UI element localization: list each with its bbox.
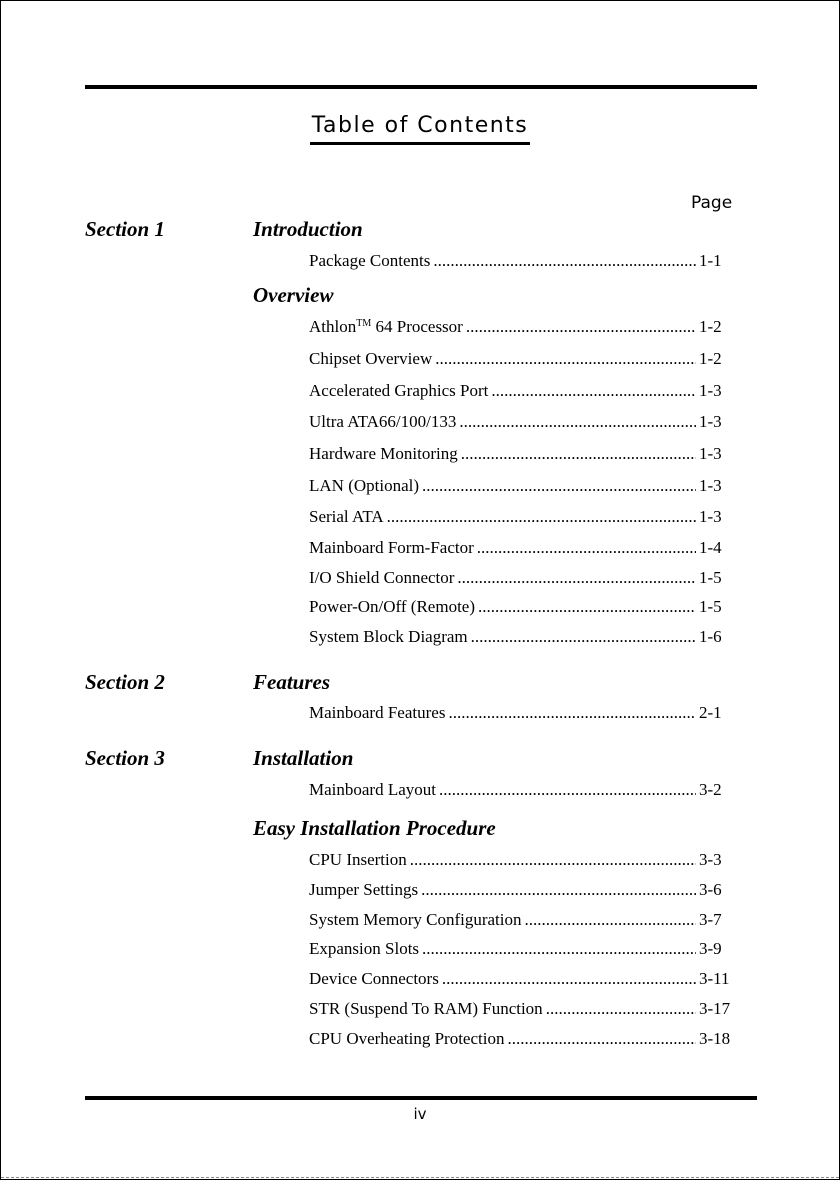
toc-entry[interactable]: [309, 969, 737, 989]
toc-entry[interactable]: [309, 850, 737, 870]
toc-entry-title: Power-On/Off (Remote): [309, 597, 475, 616]
toc-entry[interactable]: [309, 627, 737, 647]
page-title: Table of Contents: [1, 113, 839, 145]
toc-entry-page: 3-9: [699, 939, 722, 958]
toc-entry[interactable]: [309, 568, 737, 588]
toc-entry[interactable]: [309, 349, 737, 369]
toc-entry-page: 1-3: [699, 444, 722, 463]
toc-entry-page: 1-4: [699, 538, 722, 557]
toc-entry-title: System Block Diagram: [309, 627, 468, 646]
leader-dots: [442, 969, 696, 989]
toc-entry-title: Jumper Settings: [309, 880, 419, 899]
toc-entry-page: 1-3: [699, 507, 722, 526]
toc-entry[interactable]: [309, 703, 737, 723]
toc-entry-title: System Memory Configuration: [309, 910, 522, 929]
leader-dots: [478, 597, 696, 617]
toc-entry-page: 1-2: [699, 317, 722, 336]
leader-dots: [457, 568, 696, 588]
toc-entry[interactable]: [309, 412, 737, 432]
page-number: iv: [413, 1105, 427, 1123]
toc-entry-page: 1-3: [699, 381, 722, 400]
leader-dots: [439, 780, 696, 800]
leader-dots: [433, 251, 696, 271]
toc-entry-title: I/O Shield Connector: [309, 568, 455, 587]
toc-entry-title: CPU Insertion: [309, 850, 407, 869]
toc-entry[interactable]: [309, 939, 737, 959]
toc-entry-title: Expansion Slots: [309, 939, 420, 958]
trademark-mark: TM: [356, 318, 372, 329]
leader-dots: [471, 627, 696, 647]
toc-entry[interactable]: [309, 780, 737, 800]
subsection-heading: Easy Installation Procedure: [253, 816, 496, 840]
section-label: Section 3: [85, 746, 165, 770]
toc-entry-page: 1-3: [699, 412, 722, 431]
toc-entry-title: Hardware Monitoring: [309, 444, 458, 463]
top-rule: [85, 85, 757, 89]
section-label: Section 1: [85, 217, 165, 241]
toc-entry-title: Package Contents: [309, 251, 431, 270]
toc-entry-title: Mainboard Form-Factor: [309, 538, 474, 557]
toc-entry-page: 1-5: [699, 597, 722, 616]
toc-entry[interactable]: [309, 317, 737, 340]
subsection-heading: Overview: [253, 283, 334, 307]
toc-entry-title: STR (Suspend To RAM) Function: [309, 999, 543, 1018]
toc-entry-title: Athlon™ 64 Processor: [309, 317, 463, 336]
leader-dots: [524, 910, 696, 930]
toc-entry-title: Serial ATA: [309, 507, 384, 526]
toc-entry-title: Accelerated Graphics Port: [309, 381, 489, 400]
toc-entry[interactable]: [309, 444, 737, 464]
toc-entry-page: 3-2: [699, 780, 722, 799]
toc-entry[interactable]: [309, 381, 737, 401]
toc-entry[interactable]: [309, 910, 737, 930]
toc-entry-page: 1-1: [699, 251, 722, 270]
section-label: Section 2: [85, 670, 165, 694]
leader-dots: [421, 880, 696, 900]
toc-entry-page: 3-6: [699, 880, 722, 899]
toc-entry[interactable]: [309, 251, 737, 271]
leader-dots: [435, 349, 696, 369]
leader-dots: [466, 317, 696, 337]
toc-entry[interactable]: [309, 880, 737, 900]
toc-entry[interactable]: [309, 597, 737, 617]
toc-entry[interactable]: [309, 1029, 737, 1049]
toc-entry-title: Mainboard Features: [309, 703, 446, 722]
section-heading: Installation: [253, 746, 354, 770]
toc-entry-page: 1-3: [699, 476, 722, 495]
bottom-edge-divider: [1, 1177, 839, 1178]
leader-dots: [387, 507, 696, 527]
toc-entry-page: 3-3: [699, 850, 722, 869]
leader-dots: [448, 703, 696, 723]
leader-dots: [422, 939, 696, 959]
toc-entry[interactable]: [309, 538, 737, 558]
toc-entry-title: LAN (Optional): [309, 476, 420, 495]
toc-entry-title: Device Connectors: [309, 969, 439, 988]
leader-dots: [546, 999, 696, 1019]
toc-entry-page: 2-1: [699, 703, 722, 722]
toc-entry-title: Chipset Overview: [309, 349, 433, 368]
bottom-rule: [85, 1096, 757, 1100]
toc-entry-page: 1-2: [699, 349, 722, 368]
toc-entry-title: CPU Overheating Protection: [309, 1029, 505, 1048]
toc-entry-title: Mainboard Layout: [309, 780, 436, 799]
section-heading: Features: [253, 670, 331, 694]
page-column-header: Page: [691, 193, 733, 213]
leader-dots: [507, 1029, 696, 1049]
leader-dots: [477, 538, 696, 558]
toc-entry[interactable]: [309, 999, 737, 1019]
leader-dots: [461, 444, 696, 464]
leader-dots: [491, 381, 696, 401]
section-heading: Introduction: [253, 217, 363, 241]
leader-dots: [459, 412, 696, 432]
toc-entry[interactable]: [309, 476, 737, 496]
toc-entry-page: 3-11: [699, 969, 730, 988]
leader-dots: [410, 850, 696, 870]
toc-entry-page: 3-7: [699, 910, 722, 929]
toc-entry-page: 1-5: [699, 568, 722, 587]
leader-dots: [422, 476, 696, 496]
toc-entry[interactable]: [309, 507, 737, 527]
toc-entry-page: 3-17: [699, 999, 731, 1018]
toc-entry-page: 1-6: [699, 627, 722, 646]
toc-entry-page: 3-18: [699, 1029, 731, 1048]
toc-entry-title: Ultra ATA66/100/133: [309, 412, 457, 431]
